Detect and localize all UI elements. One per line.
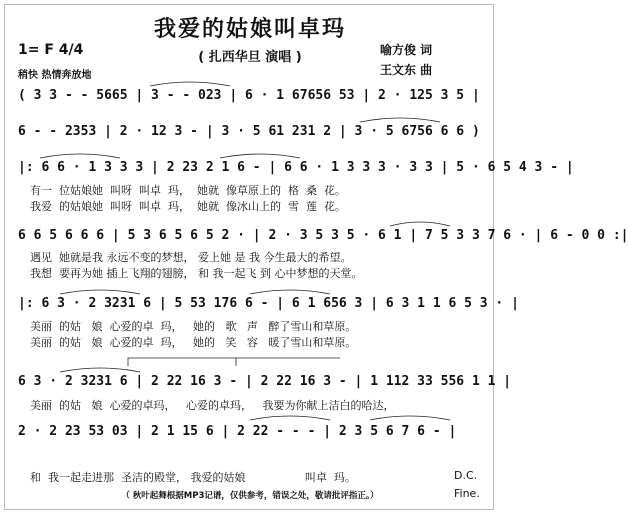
transcription-footnote: （ 秋叶起舞根据MP3记谱，仅供参考，错误之处，敬请批评指正。） <box>121 491 379 501</box>
lyric-line-7: 美丽 的姑 娘 心爱的卓玛， 心爱的卓玛， 我要为你献上洁白的哈达， <box>30 399 395 412</box>
singer-credit: ( 扎西华旦 演唱 ) <box>198 50 302 65</box>
lyric-line-8: 和 我一起走进那 圣洁的殿堂， 我爱的姑娘 叫卓 玛。 <box>30 471 356 484</box>
score-line-4: 6 6 5 6 6 6 | 5 3 6 5 6 5 2 · | 2 · 3 5 3 5 · 6 1 | 7 5 3 3 7 6 · | 6 - 0 0 :| <box>18 228 628 243</box>
lyric-line-6: 美丽 的姑 娘 心爱的卓 玛， 她的 笑 容 暖了雪山和草原。 <box>30 336 357 349</box>
lyric-line-5: 美丽 的姑 娘 心爱的卓 玛， 她的 歌 声 醉了雪山和草原。 <box>30 320 357 333</box>
score-line-7: 2 · 2 23 53 03 | 2 1 15 6 | 2 22 - - - | 2 3 5 6 7 6 - | <box>18 424 457 439</box>
author-credits <box>380 40 432 80</box>
lyric-line-2: 我爱 的姑娘她 叫呀 叫卓 玛， 她就 像冰山上的 雪 莲 花。 <box>30 200 346 213</box>
fine-mark: Fine. <box>454 487 480 500</box>
lyric-line-4: 我想 要再为她 插上飞翔的翅膀， 和 我一起飞 到 心中梦想的天堂。 <box>30 267 363 280</box>
lyric-line-1: 有一 位姑娘她 叫呀 叫卓 玛， 她就 像草原上的 格 桑 花。 <box>30 184 346 197</box>
score-line-1: ( 3 3 - - 5665 | 3 - - 023 | 6 · 1 67656 53 | 2 · 125 3 5 | <box>18 88 480 103</box>
song-title: 我爱的姑娘叫卓玛 <box>153 17 346 42</box>
score-line-5: |: 6 3 · 2 3231 6 | 5 53 176 6 - | 6 1 656 3 | 6 3 1 1 6 5 3 · | <box>18 296 519 311</box>
lyric-line-3: 遇见 她就是我 永远不变的梦想， 爱上她 是 我 今生最大的希望。 <box>30 251 352 264</box>
score-line-3: |: 6 6 · 1 3 3 3 | 2 23 2 1 6 - | 6 6 · 1 3 3 3 · 3 3 | 5 · 6 5 4 3 - | <box>18 160 574 175</box>
lyricist-credit: 喻方俊 词 <box>380 43 433 57</box>
da-capo-mark: D.C. <box>454 469 478 482</box>
composer-credit: 王文东 曲 <box>380 63 433 77</box>
score-line-6: 6 3 · 2 3231 6 | 2 22 16 3 - | 2 22 16 3 - | 1 112 33 556 1 1 | <box>18 374 512 389</box>
score-line-2: 6 - - 2353 | 2 · 12 3 - | 3 · 5 61 231 2 | 3 · 5 6756 6 6 ) <box>18 124 480 139</box>
tempo-marking: 稍快 热情奔放地 <box>18 70 92 81</box>
key-signature: 1= F 4/4 <box>18 42 84 58</box>
